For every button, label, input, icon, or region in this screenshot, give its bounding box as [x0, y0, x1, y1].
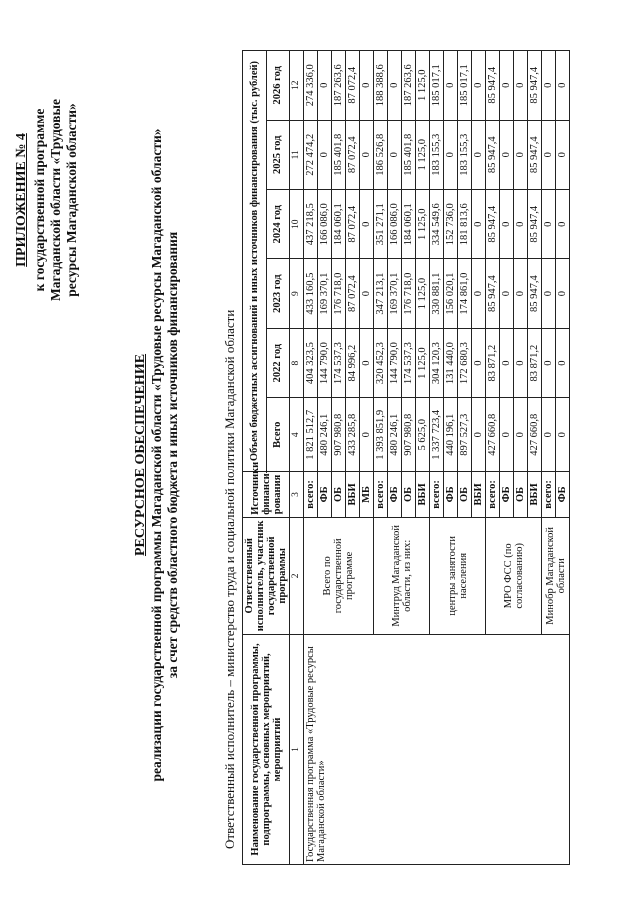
value-cell: 184 060,1: [332, 189, 346, 258]
value-cell: 304 120,3: [430, 328, 444, 397]
value-cell: 0: [542, 328, 556, 397]
value-cell: 84 996,2: [346, 328, 360, 397]
value-cell: 169 370,1: [318, 259, 332, 328]
value-cell: 0: [556, 328, 570, 397]
value-cell: 85 947,4: [486, 51, 500, 121]
header-volume: Объем бюджетных ассигнований и иных источников финансирования (тыс. рублей): [243, 51, 267, 472]
header-year: 2023 год: [266, 259, 290, 328]
value-cell: 174 537,3: [402, 328, 416, 397]
value-cell: 144 790,0: [388, 328, 402, 397]
value-cell: 172 680,3: [458, 328, 472, 397]
value-cell: 0: [472, 189, 486, 258]
table-row: [304, 51, 318, 865]
value-cell: 0: [542, 398, 556, 472]
column-number: 2: [290, 517, 304, 634]
executor-cell: Минтруд Магаданской области, из них:: [374, 517, 430, 634]
value-cell: 87 072,4: [346, 189, 360, 258]
header-year: 2022 год: [266, 328, 290, 397]
value-cell: 347 213,1: [374, 259, 388, 328]
value-cell: 1 337 723,4: [430, 398, 444, 472]
value-cell: 85 947,4: [528, 189, 542, 258]
value-cell: 0: [444, 51, 458, 121]
value-cell: 85 947,4: [528, 51, 542, 121]
value-cell: 330 881,1: [430, 259, 444, 328]
column-number: 3: [290, 472, 304, 518]
source-cell: ОБ: [332, 472, 346, 518]
source-cell: ФБ: [444, 472, 458, 518]
value-cell: 0: [388, 120, 402, 189]
source-cell: ОБ: [458, 472, 472, 518]
source-cell: ВБИ: [528, 472, 542, 518]
value-cell: 272 474,2: [304, 120, 318, 189]
value-cell: 440 196,1: [444, 398, 458, 472]
value-cell: 185 401,8: [332, 120, 346, 189]
title-subtitle: реализации государственной программы Магаданской области «Трудовые ресурсы Магаданской области»: [149, 128, 164, 782]
value-cell: 131 440,0: [444, 328, 458, 397]
value-cell: 183 155,3: [430, 120, 444, 189]
appendix-line: Магаданской области «Трудовые: [48, 98, 63, 302]
value-cell: 87 072,4: [346, 259, 360, 328]
value-cell: 176 718,0: [332, 259, 346, 328]
appendix-line: к государственной программе: [32, 108, 47, 292]
resource-table: [242, 50, 570, 865]
value-cell: 0: [542, 120, 556, 189]
value-cell: 0: [388, 51, 402, 121]
source-cell: ФБ: [318, 472, 332, 518]
title-main: РЕСУРСНОЕ ОБЕСПЕЧЕНИЕ: [133, 353, 148, 557]
value-cell: 174 537,3: [332, 328, 346, 397]
value-cell: 85 947,4: [528, 259, 542, 328]
value-cell: 0: [444, 120, 458, 189]
value-cell: 0: [514, 398, 528, 472]
value-cell: 1 125,0: [416, 189, 430, 258]
source-cell: всего:: [374, 472, 388, 518]
source-cell: ФБ: [500, 472, 514, 518]
value-cell: 181 813,6: [458, 189, 472, 258]
value-cell: 187 263,6: [402, 51, 416, 121]
value-cell: 5 625,0: [416, 398, 430, 472]
value-cell: 152 736,0: [444, 189, 458, 258]
value-cell: 169 370,1: [388, 259, 402, 328]
value-cell: 0: [500, 120, 514, 189]
source-cell: ВБИ: [346, 472, 360, 518]
value-cell: 427 660,8: [486, 398, 500, 472]
value-cell: 166 086,0: [318, 189, 332, 258]
program-name-cell: Государственная программа «Трудовые ресурсы Магаданской области»: [304, 634, 570, 864]
value-cell: 0: [542, 51, 556, 121]
value-cell: 351 271,1: [374, 189, 388, 258]
value-cell: 0: [472, 51, 486, 121]
column-number: 12: [290, 51, 304, 121]
value-cell: 1 393 851,9: [374, 398, 388, 472]
value-cell: 1 125,0: [416, 259, 430, 328]
value-cell: 186 526,8: [374, 120, 388, 189]
value-cell: 0: [360, 120, 374, 189]
value-cell: 0: [360, 189, 374, 258]
value-cell: 0: [556, 398, 570, 472]
value-cell: 437 218,5: [304, 189, 318, 258]
value-cell: 1 125,0: [416, 51, 430, 121]
value-cell: 0: [556, 120, 570, 189]
value-cell: 166 086,0: [388, 189, 402, 258]
value-cell: 87 072,4: [346, 120, 360, 189]
value-cell: 0: [542, 189, 556, 258]
executor-cell: Минобр Магаданской области: [542, 517, 570, 634]
value-cell: 0: [318, 51, 332, 121]
value-cell: 85 947,4: [528, 120, 542, 189]
value-cell: 0: [500, 189, 514, 258]
value-cell: 0: [514, 328, 528, 397]
value-cell: 85 947,4: [486, 189, 500, 258]
value-cell: 0: [360, 51, 374, 121]
value-cell: 0: [472, 259, 486, 328]
executor-cell: центры занятости населения: [430, 517, 486, 634]
value-cell: 334 549,6: [430, 189, 444, 258]
value-cell: 0: [542, 259, 556, 328]
value-cell: 185 017,1: [430, 51, 444, 121]
header-name: Наименование государственной программы, подпрограммы, основных мероприятий, мероприятий: [243, 634, 290, 864]
appendix-header: [14, 35, 80, 365]
column-number: 8: [290, 328, 304, 397]
source-cell: всего:: [542, 472, 556, 518]
document-title: [132, 45, 181, 865]
value-cell: 0: [556, 189, 570, 258]
appendix-line: ресурсы Магаданской области»: [64, 103, 79, 297]
source-cell: ВБИ: [416, 472, 430, 518]
value-cell: 907 980,8: [402, 398, 416, 472]
value-cell: 0: [318, 120, 332, 189]
executor-cell: МРО ФСС (по согласованию): [486, 517, 542, 634]
value-cell: 897 527,3: [458, 398, 472, 472]
value-cell: 907 980,8: [332, 398, 346, 472]
header-executor: Ответственный исполнитель, участник государственной программы: [243, 517, 290, 634]
value-cell: 427 660,8: [528, 398, 542, 472]
value-cell: 274 336,0: [304, 51, 318, 121]
value-cell: 1 125,0: [416, 328, 430, 397]
column-number: 10: [290, 189, 304, 258]
column-number: 1: [290, 634, 304, 864]
value-cell: 144 790,0: [318, 328, 332, 397]
source-cell: всего:: [486, 472, 500, 518]
source-cell: всего:: [430, 472, 444, 518]
value-cell: 184 060,1: [402, 189, 416, 258]
value-cell: 87 072,4: [346, 51, 360, 121]
source-cell: всего:: [304, 472, 318, 518]
source-cell: ОБ: [514, 472, 528, 518]
header-year: 2024 год: [266, 189, 290, 258]
column-number: 4: [290, 398, 304, 472]
column-number: 11: [290, 120, 304, 189]
value-cell: 0: [514, 259, 528, 328]
source-cell: ФБ: [388, 472, 402, 518]
responsible-executor-line: Ответственный исполнитель – министерство труда и социальной политики Магаданской области: [222, 309, 237, 849]
header-year: 2025 год: [266, 120, 290, 189]
value-cell: 0: [514, 189, 528, 258]
value-cell: 0: [500, 328, 514, 397]
value-cell: 85 947,4: [486, 259, 500, 328]
value-cell: 83 871,2: [528, 328, 542, 397]
value-cell: 83 871,2: [486, 328, 500, 397]
value-cell: 0: [360, 398, 374, 472]
value-cell: 404 323,5: [304, 328, 318, 397]
value-cell: 480 246,1: [318, 398, 332, 472]
source-cell: ОБ: [402, 472, 416, 518]
value-cell: 0: [514, 120, 528, 189]
value-cell: 0: [472, 120, 486, 189]
source-cell: МБ: [360, 472, 374, 518]
value-cell: 433 160,5: [304, 259, 318, 328]
value-cell: 185 401,8: [402, 120, 416, 189]
value-cell: 0: [360, 259, 374, 328]
value-cell: 1 125,0: [416, 120, 430, 189]
value-cell: 433 285,8: [346, 398, 360, 472]
value-cell: 0: [500, 51, 514, 121]
value-cell: 85 947,4: [486, 120, 500, 189]
value-cell: 0: [556, 259, 570, 328]
source-cell: ФБ: [556, 472, 570, 518]
value-cell: 0: [500, 259, 514, 328]
value-cell: 0: [556, 51, 570, 121]
value-cell: 0: [360, 328, 374, 397]
header-row: [243, 51, 267, 865]
appendix-number: ПРИЛОЖЕНИЕ № 4: [14, 133, 29, 267]
value-cell: 0: [472, 398, 486, 472]
value-cell: 185 017,1: [458, 51, 472, 121]
header-year: 2026 год: [266, 51, 290, 121]
header-source: Источники финансирования: [243, 472, 290, 518]
value-cell: 174 861,0: [458, 259, 472, 328]
column-number: 9: [290, 259, 304, 328]
value-cell: 183 155,3: [458, 120, 472, 189]
value-cell: 0: [472, 328, 486, 397]
value-cell: 0: [500, 398, 514, 472]
value-cell: 480 246,1: [388, 398, 402, 472]
value-cell: 187 263,6: [332, 51, 346, 121]
value-cell: 188 388,6: [374, 51, 388, 121]
title-subtitle-2: за счет средств областного бюджета и иных источников финансирования: [165, 231, 180, 679]
source-cell: ВБИ: [472, 472, 486, 518]
value-cell: 176 718,0: [402, 259, 416, 328]
header-total: Всего: [266, 398, 290, 472]
value-cell: 1 821 512,7: [304, 398, 318, 472]
value-cell: 0: [514, 51, 528, 121]
column-numbers-row: [290, 51, 304, 865]
value-cell: 156 020,1: [444, 259, 458, 328]
value-cell: 320 452,3: [374, 328, 388, 397]
executor-cell: Всего по государственной программе: [304, 517, 374, 634]
